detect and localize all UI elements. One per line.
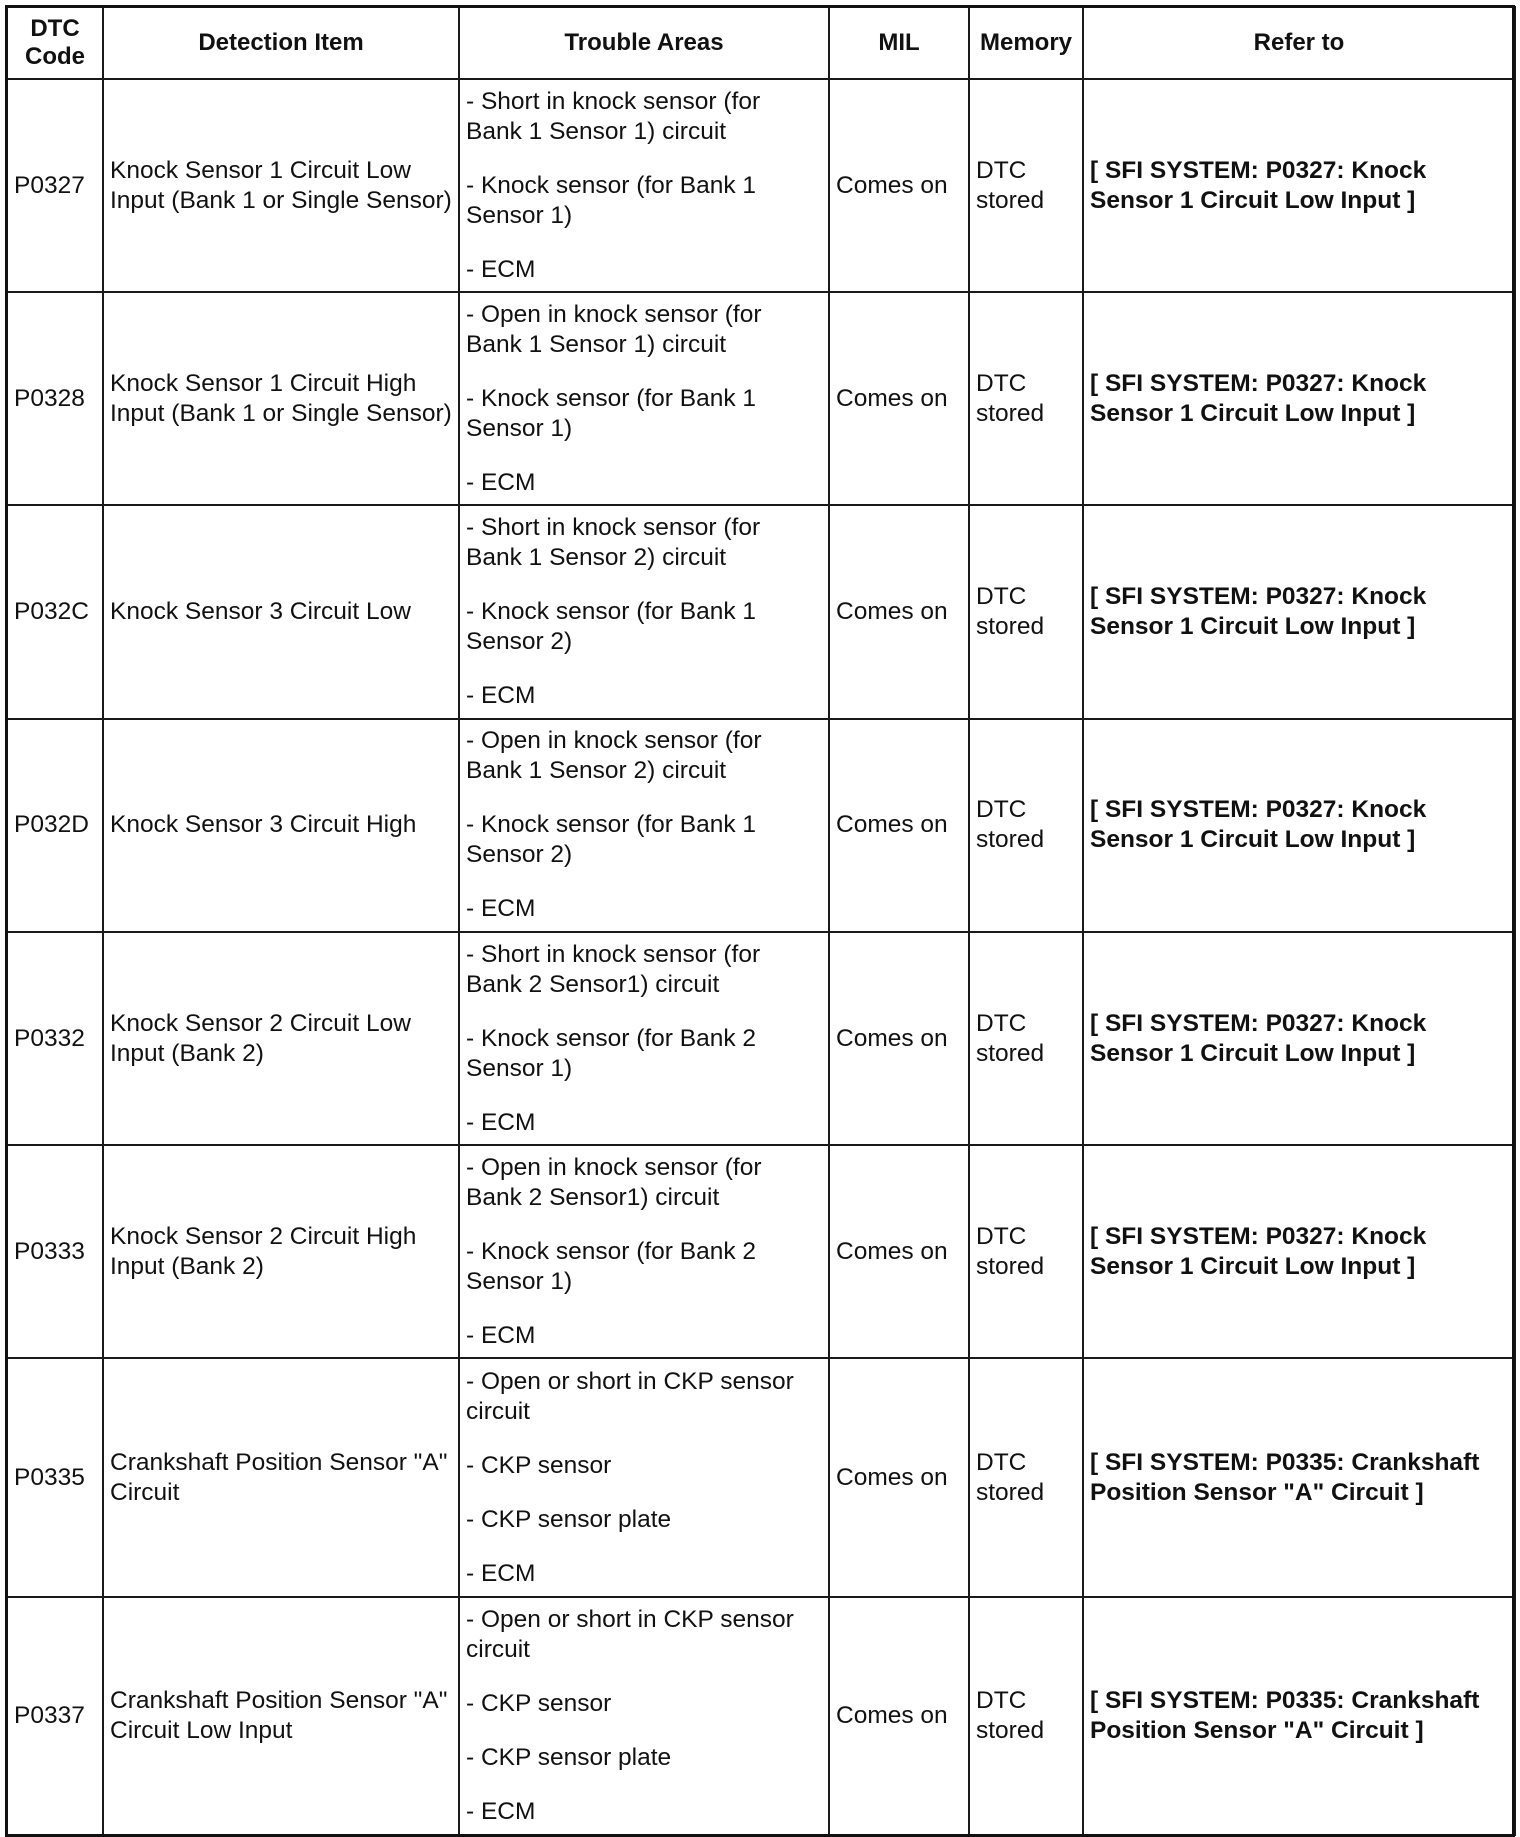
refer-to-cell: [ SFI SYSTEM: P0327: Knock Sensor 1 Circuit Low Input ] bbox=[1083, 79, 1515, 292]
memory-cell: DTC stored bbox=[969, 79, 1083, 292]
detection-item-cell: Knock Sensor 2 Circuit Low Input (Bank 2) bbox=[103, 932, 459, 1145]
header-refer-to: Refer to bbox=[1083, 7, 1515, 79]
refer-to-cell: [ SFI SYSTEM: P0335: Crankshaft Position Sensor "A" Circuit ] bbox=[1083, 1358, 1515, 1596]
table-row bbox=[7, 79, 1515, 292]
trouble-area-item: - Open in knock sensor (for Bank 1 Sensor 2) circuit bbox=[466, 727, 762, 785]
detection-item-cell: Crankshaft Position Sensor "A" Circuit bbox=[103, 1358, 459, 1596]
trouble-area-item: - Open in knock sensor (for Bank 2 Sensor1) circuit bbox=[466, 1153, 762, 1211]
header-memory: Memory bbox=[969, 7, 1083, 79]
trouble-area-item: - Knock sensor (for Bank 1 Sensor 2) bbox=[466, 811, 757, 869]
header-row bbox=[7, 7, 1515, 79]
trouble-area-item: - ECM bbox=[466, 1321, 536, 1349]
trouble-areas-cell bbox=[459, 719, 829, 932]
trouble-area-item: - Short in knock sensor (for Bank 1 Sensor 1) circuit bbox=[466, 87, 761, 145]
memory-cell: DTC stored bbox=[969, 1597, 1083, 1835]
trouble-area-item: - CKP sensor plate bbox=[466, 1505, 672, 1533]
refer-to-cell: [ SFI SYSTEM: P0327: Knock Sensor 1 Circuit Low Input ] bbox=[1083, 719, 1515, 932]
table-body bbox=[7, 79, 1515, 1835]
detection-item-cell: Knock Sensor 2 Circuit High Input (Bank 2) bbox=[103, 1145, 459, 1358]
detection-item-cell: Knock Sensor 1 Circuit Low Input (Bank 1 or Single Sensor) bbox=[103, 79, 459, 292]
mil-cell: Comes on bbox=[829, 292, 969, 505]
table-row bbox=[7, 1597, 1515, 1835]
dtc-code-cell: P0328 bbox=[7, 292, 103, 505]
table-row bbox=[7, 932, 1515, 1145]
trouble-area-item: - ECM bbox=[466, 1797, 536, 1825]
dtc-code-cell: P0337 bbox=[7, 1597, 103, 1835]
trouble-area-item: - CKP sensor plate bbox=[466, 1743, 672, 1771]
trouble-areas-cell bbox=[459, 292, 829, 505]
header-mil: MIL bbox=[829, 7, 969, 79]
memory-cell: DTC stored bbox=[969, 932, 1083, 1145]
trouble-area-item: - Short in knock sensor (for Bank 1 Sensor 2) circuit bbox=[466, 514, 761, 572]
detection-item-cell: Knock Sensor 1 Circuit High Input (Bank 1 or Single Sensor) bbox=[103, 292, 459, 505]
trouble-areas-cell bbox=[459, 1597, 829, 1835]
trouble-area-item: - Knock sensor (for Bank 1 Sensor 1) bbox=[466, 171, 757, 229]
trouble-area-item: - ECM bbox=[466, 1108, 536, 1136]
trouble-area-item: - ECM bbox=[466, 1559, 536, 1587]
detection-item-cell: Crankshaft Position Sensor "A" Circuit Low Input bbox=[103, 1597, 459, 1835]
trouble-areas-cell bbox=[459, 932, 829, 1145]
dtc-code-cell: P032D bbox=[7, 719, 103, 932]
trouble-area-item: - ECM bbox=[466, 468, 536, 496]
trouble-area-item: - Open or short in CKP sensor circuit bbox=[466, 1367, 794, 1425]
memory-cell: DTC stored bbox=[969, 719, 1083, 932]
detection-item-cell: Knock Sensor 3 Circuit High bbox=[103, 719, 459, 932]
refer-to-cell: [ SFI SYSTEM: P0327: Knock Sensor 1 Circuit Low Input ] bbox=[1083, 505, 1515, 718]
memory-cell: DTC stored bbox=[969, 1145, 1083, 1358]
trouble-areas-cell bbox=[459, 1145, 829, 1358]
trouble-area-item: - Open or short in CKP sensor circuit bbox=[466, 1605, 794, 1663]
detection-item-cell: Knock Sensor 3 Circuit Low bbox=[103, 505, 459, 718]
dtc-code-cell: P0332 bbox=[7, 932, 103, 1145]
dtc-code-cell: P0333 bbox=[7, 1145, 103, 1358]
table-row bbox=[7, 719, 1515, 932]
memory-cell: DTC stored bbox=[969, 292, 1083, 505]
table-row bbox=[7, 505, 1515, 718]
mil-cell: Comes on bbox=[829, 1145, 969, 1358]
dtc-code-cell: P0335 bbox=[7, 1358, 103, 1596]
dtc-code-cell: P0327 bbox=[7, 79, 103, 292]
table-row bbox=[7, 1145, 1515, 1358]
trouble-area-item: - CKP sensor bbox=[466, 1451, 612, 1479]
trouble-areas-cell bbox=[459, 505, 829, 718]
mil-cell: Comes on bbox=[829, 1358, 969, 1596]
trouble-areas-cell bbox=[459, 79, 829, 292]
refer-to-cell: [ SFI SYSTEM: P0327: Knock Sensor 1 Circuit Low Input ] bbox=[1083, 932, 1515, 1145]
header-trouble-areas: Trouble Areas bbox=[459, 7, 829, 79]
trouble-area-item: - Knock sensor (for Bank 2 Sensor 1) bbox=[466, 1024, 757, 1082]
trouble-area-item: - ECM bbox=[466, 255, 536, 283]
header-detection-item: Detection Item bbox=[103, 7, 459, 79]
trouble-area-item: - CKP sensor bbox=[466, 1689, 612, 1717]
trouble-area-item: - Short in knock sensor (for Bank 2 Sensor1) circuit bbox=[466, 940, 761, 998]
table-row bbox=[7, 292, 1515, 505]
mil-cell: Comes on bbox=[829, 505, 969, 718]
refer-to-cell: [ SFI SYSTEM: P0327: Knock Sensor 1 Circuit Low Input ] bbox=[1083, 292, 1515, 505]
mil-cell: Comes on bbox=[829, 1597, 969, 1835]
trouble-area-item: - ECM bbox=[466, 895, 536, 923]
trouble-area-item: - Knock sensor (for Bank 2 Sensor 1) bbox=[466, 1237, 757, 1295]
refer-to-cell: [ SFI SYSTEM: P0335: Crankshaft Position Sensor "A" Circuit ] bbox=[1083, 1597, 1515, 1835]
trouble-area-item: - Knock sensor (for Bank 1 Sensor 1) bbox=[466, 384, 757, 442]
trouble-area-item: - Knock sensor (for Bank 1 Sensor 2) bbox=[466, 598, 757, 656]
dtc-code-cell: P032C bbox=[7, 505, 103, 718]
trouble-area-item: - ECM bbox=[466, 682, 536, 710]
refer-to-cell: [ SFI SYSTEM: P0327: Knock Sensor 1 Circuit Low Input ] bbox=[1083, 1145, 1515, 1358]
header-dtc-code: DTC Code bbox=[7, 7, 103, 79]
mil-cell: Comes on bbox=[829, 719, 969, 932]
table-row bbox=[7, 1358, 1515, 1596]
memory-cell: DTC stored bbox=[969, 1358, 1083, 1596]
trouble-area-item: - Open in knock sensor (for Bank 1 Sensor 1) circuit bbox=[466, 300, 762, 358]
memory-cell: DTC stored bbox=[969, 505, 1083, 718]
dtc-table bbox=[6, 6, 1516, 1836]
mil-cell: Comes on bbox=[829, 932, 969, 1145]
mil-cell: Comes on bbox=[829, 79, 969, 292]
trouble-areas-cell bbox=[459, 1358, 829, 1596]
